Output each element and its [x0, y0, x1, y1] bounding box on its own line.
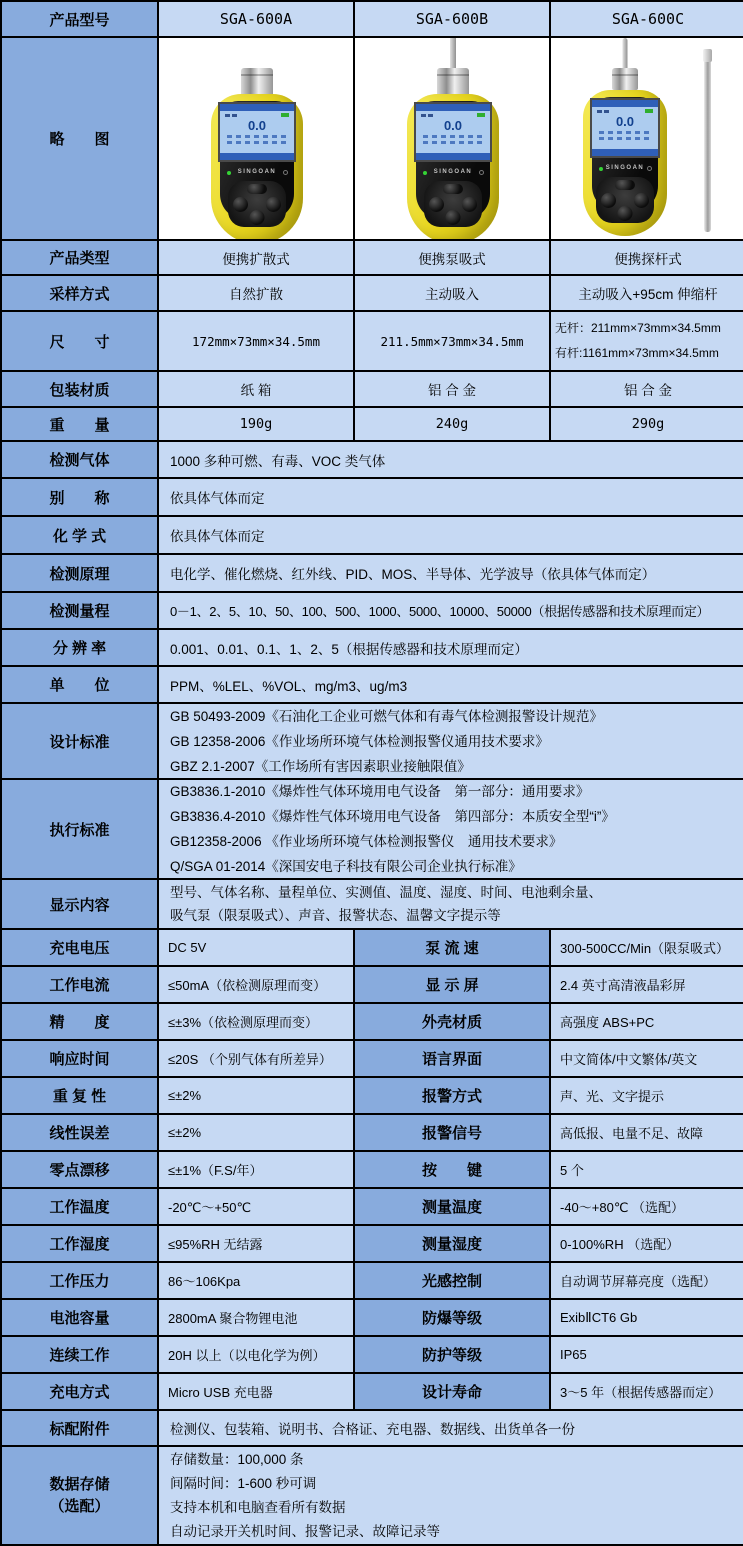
- cell-value: 检测仪、包装箱、说明书、合格证、充电器、数据线、出货单各一份: [157, 1411, 743, 1445]
- model-name-c: SGA-600C: [549, 2, 743, 36]
- storage-line: 间隔时间：1-600 秒可调: [170, 1475, 317, 1491]
- cell-value: 高低报、电量不足、故障: [549, 1115, 743, 1150]
- screen-info-line: [423, 141, 483, 144]
- cell-value: ≤±2%: [157, 1115, 353, 1150]
- table-row-working-humidity: [2, 1224, 741, 1261]
- menu-button: [443, 184, 463, 194]
- row-label: 包装材质: [2, 372, 157, 406]
- screen-title-bar: [416, 104, 490, 111]
- cell-value: 中文简体/中文繁体/英文: [549, 1041, 743, 1076]
- screen-datetime-bar: [592, 149, 658, 156]
- device-photo-sga-600a: [157, 38, 353, 239]
- cell-value: 3～5 年（根据传感器而定）: [549, 1374, 743, 1409]
- row-label: 充电电压: [2, 930, 157, 965]
- cell-value: 纸 箱: [157, 372, 353, 406]
- header-row: [2, 2, 741, 36]
- row-label: 分 辨 率: [2, 630, 157, 665]
- table-row-continuous-work: [2, 1335, 741, 1372]
- cell-value: 铝 合 金: [549, 372, 743, 406]
- cell-value: 自动调节屏幕亮度（选配）: [549, 1263, 743, 1298]
- screen-reading: 0.0: [615, 114, 635, 129]
- cell-value: [157, 704, 743, 778]
- cell-value: 300-500CC/Min（限泵吸式）: [549, 930, 743, 965]
- standard-line: GB12358-2006 《作业场所环境气体检测报警仪 通用技术要求》: [170, 834, 563, 849]
- standard-line: Q/SGA 01-2014《深国安电子科技有限公司企业执行标准》: [170, 859, 522, 874]
- row-label: 别 称: [2, 479, 157, 515]
- sensor-cap-icon: [241, 68, 273, 96]
- screen-info-line: [599, 131, 651, 134]
- lcd-screen: [414, 102, 492, 162]
- table-row-formula: [2, 515, 741, 553]
- menu-button: [615, 180, 635, 190]
- row-label: 单 位: [2, 667, 157, 702]
- row-label: 工作电流: [2, 967, 157, 1002]
- brand-logo: SINGOAN: [237, 169, 277, 175]
- telescopic-rod-icon: [704, 50, 711, 232]
- cell-value: 主动吸入+95cm 伸缩杆: [549, 276, 743, 310]
- gas-detector-pump: [407, 94, 499, 239]
- cell-value: 86～106Kpa: [157, 1263, 353, 1298]
- row-label: 连续工作: [2, 1337, 157, 1372]
- row-label: 报警方式: [353, 1078, 549, 1113]
- table-row-charge-voltage: [2, 928, 741, 965]
- table-row-accuracy: [2, 1002, 741, 1039]
- screen-reading: 0.0: [443, 118, 463, 133]
- row-label: 防爆等级: [353, 1300, 549, 1335]
- table-row-data-storage: [2, 1445, 741, 1544]
- cell-value: 依具体气体而定: [157, 517, 743, 553]
- cell-value: 5 个: [549, 1152, 743, 1187]
- row-label: 防护等级: [353, 1337, 549, 1372]
- table-row-packaging: [2, 370, 741, 406]
- cell-value: 1000 多种可燃、有毒、VOC 类气体: [157, 442, 743, 477]
- menu-button: [247, 184, 267, 194]
- cell-value: [157, 880, 743, 928]
- screen-title-bar: [220, 104, 294, 111]
- row-label: 充电方式: [2, 1374, 157, 1409]
- power-icon: [479, 170, 484, 175]
- table-row-design-standards: [2, 702, 741, 778]
- fan-icon: [604, 110, 609, 113]
- speaker-icon: [225, 114, 230, 117]
- brand-logo: SINGOAN: [433, 169, 473, 175]
- cell-value: 电化学、催化燃烧、红外线、PID、MOS、半导体、光学波导（依具体气体而定）: [157, 555, 743, 591]
- table-row-principle: [2, 553, 741, 591]
- sensor-cap-icon: [437, 68, 469, 96]
- cell-value: 190g: [157, 408, 353, 440]
- row-label: 重 复 性: [2, 1078, 157, 1113]
- table-row-repeatability: [2, 1076, 741, 1113]
- screen-info-line: [227, 141, 287, 144]
- cell-value: 便携探杆式: [549, 241, 743, 274]
- enter-button: [250, 210, 265, 225]
- row-label: 测量湿度: [353, 1226, 549, 1261]
- row-label: 尺 寸: [2, 312, 157, 370]
- table-row-zero-drift: [2, 1150, 741, 1187]
- power-icon: [647, 166, 652, 171]
- table-row-units: [2, 665, 741, 702]
- table-row-display-content: [2, 878, 741, 928]
- gas-detector-probe: [583, 90, 667, 236]
- row-label: 外壳材质: [353, 1004, 549, 1039]
- row-label: 工作湿度: [2, 1226, 157, 1261]
- power-icon: [283, 170, 288, 175]
- table-row-working-temp: [2, 1187, 741, 1224]
- gas-detector-diffusion: [211, 94, 303, 239]
- fan-icon: [232, 114, 237, 117]
- storage-line: 支持本机和电脑查看所有数据: [170, 1499, 346, 1515]
- telescopic-rod-tip: [703, 49, 712, 62]
- left-button: [429, 197, 444, 212]
- row-label: 化 学 式: [2, 517, 157, 553]
- model-name-a: SGA-600A: [157, 2, 353, 36]
- cell-value: ≤50mA（依检测原理而变）: [157, 967, 353, 1002]
- table-row-charging-method: [2, 1372, 741, 1409]
- cell-value: 2800mA 聚合物锂电池: [157, 1300, 353, 1335]
- row-label: 响应时间: [2, 1041, 157, 1076]
- keypad: [424, 181, 482, 227]
- cell-value: 依具体气体而定: [157, 479, 743, 515]
- standard-line: GB 50493-2009《石油化工企业可燃气体和有毒气体检测报警设计规范》: [170, 708, 603, 724]
- keypad: [596, 177, 654, 223]
- enter-button: [618, 206, 633, 221]
- lcd-screen: [218, 102, 296, 162]
- table-row-linearity-error: [2, 1113, 741, 1150]
- cell-value: 0-100%RH （选配）: [549, 1226, 743, 1261]
- cell-value: ≤±1%（F.S/年）: [157, 1152, 353, 1187]
- cell-value: 高强度 ABS+PC: [549, 1004, 743, 1039]
- row-label-line: 数据存储: [49, 1475, 110, 1493]
- row-label: 泵 流 速: [353, 930, 549, 965]
- cell-value: DC 5V: [157, 930, 353, 965]
- table-row-accessories: [2, 1409, 741, 1445]
- row-label: 测量温度: [353, 1189, 549, 1224]
- battery-icon: [281, 113, 289, 117]
- cell-value: [549, 312, 743, 370]
- screen-info-line: [599, 137, 651, 140]
- row-label: 重 量: [2, 408, 157, 440]
- battery-icon: [477, 113, 485, 117]
- sketch-row: [2, 36, 741, 239]
- table-row-execution-standards: [2, 778, 741, 878]
- row-label-line: （选配）: [49, 1497, 110, 1515]
- screen-info-line: [227, 135, 287, 138]
- cell-value: [157, 1447, 743, 1544]
- cell-value: IP65: [549, 1337, 743, 1372]
- row-label: 标配附件: [2, 1411, 157, 1445]
- right-button: [266, 197, 281, 212]
- keypad: [228, 181, 286, 227]
- cell-value: ExibⅡCT6 Gb: [549, 1300, 743, 1335]
- device-photo-sga-600c: [549, 38, 743, 239]
- table-row-resolution: [2, 628, 741, 665]
- row-label: 设计标准: [2, 704, 157, 778]
- cell-value: Micro USB 充电器: [157, 1374, 353, 1409]
- cell-value: 0－1、2、5、10、50、100、500、1000、5000、10000、50000（根据传感器和技术原理而定）: [157, 593, 743, 628]
- probe-rod-icon: [450, 38, 456, 70]
- cell-value: PPM、%LEL、%VOL、mg/m3、ug/m3: [157, 667, 743, 702]
- row-label: 报警信号: [353, 1115, 549, 1150]
- row-label: 工作温度: [2, 1189, 157, 1224]
- storage-line: 自动记录开关机时间、报警记录、故障记录等: [170, 1523, 440, 1539]
- row-label: 光感控制: [353, 1263, 549, 1298]
- speaker-icon: [421, 114, 426, 117]
- row-label: 按 键: [353, 1152, 549, 1187]
- storage-line: 存储数量：100,000 条: [170, 1451, 304, 1467]
- cell-value: 2.4 英寸高清液晶彩屏: [549, 967, 743, 1002]
- probe-rod-icon: [623, 38, 628, 70]
- cell-value: 211.5mm×73mm×34.5mm: [353, 312, 549, 370]
- screen-title-bar: [592, 100, 658, 107]
- cell-value: -20℃～+50℃: [157, 1189, 353, 1224]
- screen-datetime-bar: [220, 153, 294, 160]
- device-photo-sga-600b: [353, 38, 549, 239]
- table-row-range: [2, 591, 741, 628]
- header-label: 产品型号: [2, 2, 157, 36]
- row-label: 设计寿命: [353, 1374, 549, 1409]
- row-label: 显示内容: [2, 880, 157, 928]
- table-row-weight: [2, 406, 741, 440]
- left-button: [233, 197, 248, 212]
- cell-value: 自然扩散: [157, 276, 353, 310]
- row-label: 工作压力: [2, 1263, 157, 1298]
- cell-value: -40～+80℃ （选配）: [549, 1189, 743, 1224]
- row-label: 执行标准: [2, 780, 157, 878]
- row-label: 检测量程: [2, 593, 157, 628]
- row-label: 检测原理: [2, 555, 157, 591]
- fan-icon: [428, 114, 433, 117]
- enter-button: [446, 210, 461, 225]
- dimension-without-rod: 无杆：211mm×73mm×34.5mm: [555, 321, 721, 335]
- standard-line: GBZ 2.1-2007《工作场所有害因素职业接触限值》: [170, 758, 471, 774]
- standard-line: GB3836.4-2010《爆炸性气体环境用电气设备 第四部分：本质安全型“i”》: [170, 809, 615, 824]
- brand-logo: SINGOAN: [605, 165, 645, 171]
- cell-value: [157, 780, 743, 878]
- cell-value: 20H 以上（以电化学为例）: [157, 1337, 353, 1372]
- cell-value: 240g: [353, 408, 549, 440]
- row-label: 语言界面: [353, 1041, 549, 1076]
- table-row-product-type: [2, 239, 741, 274]
- table-row-dimensions: [2, 310, 741, 370]
- standard-line: GB3836.1-2010《爆炸性气体环境用电气设备 第一部分：通用要求》: [170, 784, 590, 799]
- table-row-alias: [2, 477, 741, 515]
- cell-value: 便携泵吸式: [353, 241, 549, 274]
- table-row-battery: [2, 1298, 741, 1335]
- cell-value: ≤20S （个别气体有所差异）: [157, 1041, 353, 1076]
- sketch-label: 略 图: [2, 38, 157, 239]
- cell-value: 290g: [549, 408, 743, 440]
- right-button: [634, 193, 649, 208]
- row-label: 电池容量: [2, 1300, 157, 1335]
- cell-value: ≤95%RH 无结露: [157, 1226, 353, 1261]
- standard-line: GB 12358-2006《作业场所环境气体检测报警仪通用技术要求》: [170, 733, 549, 749]
- lcd-screen: [590, 98, 660, 158]
- cell-value: ≤±3%（依检测原理而变）: [157, 1004, 353, 1039]
- screen-datetime-bar: [416, 153, 490, 160]
- row-label: 显 示 屏: [353, 967, 549, 1002]
- table-row-working-current: [2, 965, 741, 1002]
- left-button: [601, 193, 616, 208]
- cell-value: 主动吸入: [353, 276, 549, 310]
- row-label: 检测气体: [2, 442, 157, 477]
- speaker-icon: [597, 110, 602, 113]
- right-button: [462, 197, 477, 212]
- row-label: [2, 1447, 157, 1544]
- cell-value: ≤±2%: [157, 1078, 353, 1113]
- display-content-line: 吸气泵（限泵吸式）、声音、报警状态、温馨文字提示等: [170, 908, 501, 923]
- dimension-with-rod: 有杆:1161mm×73mm×34.5mm: [555, 346, 719, 360]
- table-row-gases: [2, 440, 741, 477]
- screen-reading: 0.0: [247, 118, 267, 133]
- screen-info-line: [423, 135, 483, 138]
- sensor-cap-icon: [612, 68, 638, 90]
- row-label: 精 度: [2, 1004, 157, 1039]
- cell-value: 声、光、文字提示: [549, 1078, 743, 1113]
- table-row-response-time: [2, 1039, 741, 1076]
- battery-icon: [645, 109, 653, 113]
- table-row-sampling: [2, 274, 741, 310]
- cell-value: 0.001、0.01、0.1、1、2、5（根据传感器和技术原理而定）: [157, 630, 743, 665]
- model-name-b: SGA-600B: [353, 2, 549, 36]
- cell-value: 铝 合 金: [353, 372, 549, 406]
- row-label: 产品类型: [2, 241, 157, 274]
- row-label: 采样方式: [2, 276, 157, 310]
- cell-value: 便携扩散式: [157, 241, 353, 274]
- row-label: 零点漂移: [2, 1152, 157, 1187]
- row-label: 线性误差: [2, 1115, 157, 1150]
- table-row-working-pressure: [2, 1261, 741, 1298]
- cell-value: 172mm×73mm×34.5mm: [157, 312, 353, 370]
- display-content-line: 型号、气体名称、量程单位、实测值、温度、湿度、时间、电池剩余量、: [170, 885, 602, 900]
